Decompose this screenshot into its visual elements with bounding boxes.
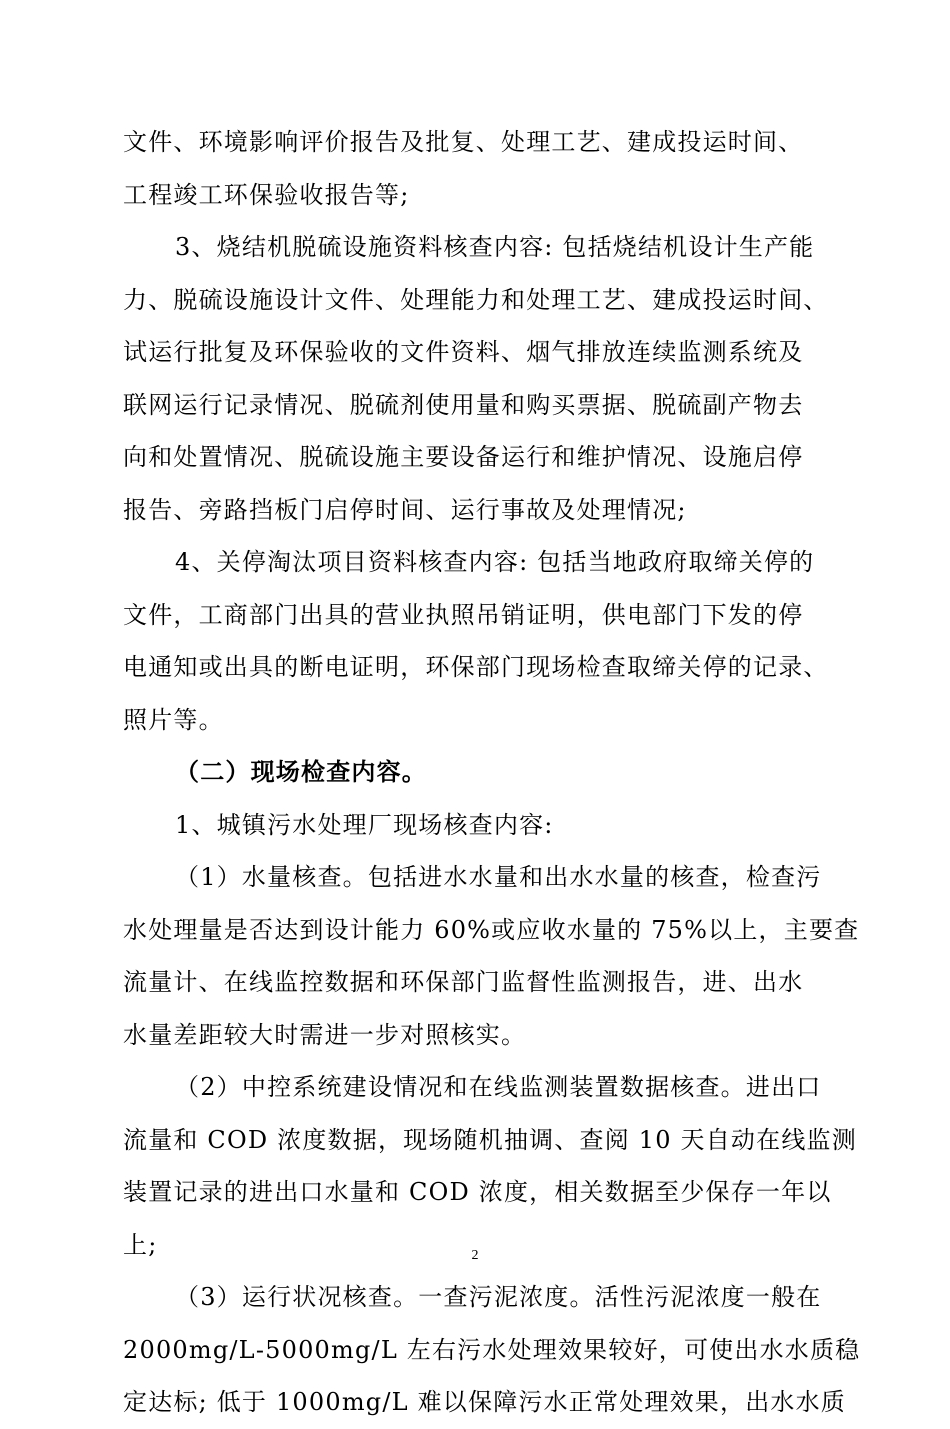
text-line: 定达标; 低于 1000mg/L 难以保障污水正常处理效果，出水水质: [123, 1388, 846, 1416]
text-line: 2000mg/L-5000mg/L 左右污水处理效果较好，可使出水水质稳: [123, 1335, 861, 1364]
page-number: 2: [471, 1248, 479, 1263]
text-line: 电通知或出具的断电证明，环保部门现场检查取缔关停的记录、: [123, 653, 829, 681]
text-line: 报告、旁路挡板门启停时间、运行事故及处理情况;: [123, 495, 687, 524]
text-line: 流量和 COD 浓度数据，现场随机抽调、查阅 10 天自动在线监测: [123, 1125, 857, 1154]
text-line: 3、烧结机脱硫设施资料核查内容: 包括烧结机设计生产能: [175, 233, 815, 261]
text-line: （3）运行状况核查。一查污泥浓度。活性污泥浓度一般在: [175, 1283, 822, 1311]
text-line: 文件，工商部门出具的营业执照吊销证明，供电部门下发的停: [123, 600, 804, 629]
text-line: 1、城镇污水处理厂现场核查内容:: [175, 810, 554, 839]
text-line: 向和处置情况、脱硫设施主要设备运行和维护情况、设施启停: [123, 443, 804, 471]
text-line: 试运行批复及环保验收的文件资料、烟气排放连续监测系统及: [123, 338, 804, 366]
text-line: 力、脱硫设施设计文件、处理能力和处理工艺、建成投运时间、: [123, 285, 829, 314]
text-line: 水处理量是否达到设计能力 60%或应收水量的 75%以上，主要查: [123, 915, 860, 944]
text-line: 4、关停淘汰项目资料核查内容: 包括当地政府取缔关停的: [175, 548, 815, 576]
text-line: 水量差距较大时需进一步对照核实。: [123, 1020, 527, 1049]
text-line: （2）中控系统建设情况和在线监测装置数据核查。进出口: [175, 1073, 822, 1101]
text-line: 工程竣工环保验收报告等;: [123, 180, 410, 209]
body-text: [123, 116, 861, 1429]
text-line: 照片等。: [123, 705, 224, 734]
text-line: 流量计、在线监控数据和环保部门监督性监测报告，进、出水: [123, 968, 804, 996]
section-heading: （二）现场检查内容。: [175, 757, 427, 786]
text-line: （1）水量核查。包括进水水量和出水水量的核查，检查污: [175, 863, 822, 891]
text-line: 文件、环境影响评价报告及批复、处理工艺、建成投运时间、: [123, 128, 804, 156]
text-line: 联网运行记录情况、脱硫剂使用量和购买票据、脱硫副产物去: [123, 390, 804, 419]
text-line: 上;: [123, 1230, 158, 1259]
text-line: 装置记录的进出口水量和 COD 浓度，相关数据至少保存一年以: [123, 1178, 832, 1206]
